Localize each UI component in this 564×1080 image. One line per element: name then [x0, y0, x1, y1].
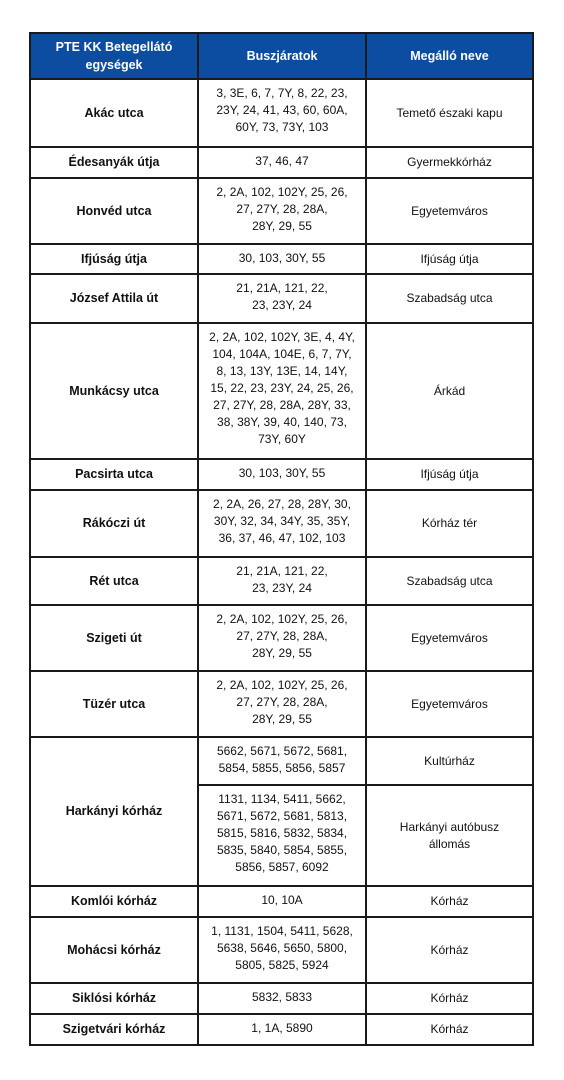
table-row: [30, 79, 533, 147]
table-row: [30, 178, 533, 244]
buses-cell: 2, 2A, 26, 27, 28, 28Y, 30, 30Y, 32, 34, 34Y, 35, 35Y, 36, 37, 46, 47, 102, 103: [198, 490, 366, 557]
table-row: [30, 917, 533, 983]
stop-cell: Árkád: [366, 323, 533, 459]
buses-cell: 5832, 5833: [198, 983, 366, 1014]
unit-cell: Honvéd utca: [30, 178, 198, 244]
unit-cell: Akác utca: [30, 79, 198, 147]
stop-cell: Egyetemváros: [366, 178, 533, 244]
bus-stops-table: [29, 32, 534, 1046]
stop-cell: Kórház: [366, 1014, 533, 1045]
unit-cell: Édesanyák útja: [30, 147, 198, 178]
buses-cell: 1, 1A, 5890: [198, 1014, 366, 1045]
unit-cell: Szigeti út: [30, 605, 198, 671]
unit-cell: Komlói kórház: [30, 886, 198, 917]
table-row: [30, 671, 533, 737]
buses-cell: 2, 2A, 102, 102Y, 25, 26, 27, 27Y, 28, 28A, 28Y, 29, 55: [198, 671, 366, 737]
buses-cell: 1, 1131, 1504, 5411, 5628, 5638, 5646, 5650, 5800, 5805, 5825, 5924: [198, 917, 366, 983]
buses-cell: 5662, 5671, 5672, 5681, 5854, 5855, 5856, 5857: [198, 737, 366, 785]
unit-cell: Mohácsi kórház: [30, 917, 198, 983]
stop-cell: Harkányi autóbusz állomás: [366, 785, 533, 886]
stop-cell: Ifjúság útja: [366, 459, 533, 490]
stop-cell: Temető északi kapu: [366, 79, 533, 147]
stop-cell: Gyermekkórház: [366, 147, 533, 178]
stop-cell: Kórház: [366, 886, 533, 917]
buses-cell: 30, 103, 30Y, 55: [198, 459, 366, 490]
table-row: [30, 459, 533, 490]
table-row: [30, 244, 533, 274]
table-row: [30, 323, 533, 459]
unit-cell: Pacsirta utca: [30, 459, 198, 490]
buses-cell: 10, 10A: [198, 886, 366, 917]
header-unit: PTE KK Betegellátó egységek: [30, 33, 198, 79]
header-stop: Megálló neve: [366, 33, 533, 79]
table-row: [30, 147, 533, 178]
stop-cell: Kultúrház: [366, 737, 533, 785]
table-row: [30, 490, 533, 557]
unit-cell: Szigetvári kórház: [30, 1014, 198, 1045]
buses-cell: 21, 21A, 121, 22, 23, 23Y, 24: [198, 274, 366, 323]
table-row: [30, 737, 533, 785]
stop-cell: Kórház: [366, 983, 533, 1014]
stop-cell: Szabadság utca: [366, 274, 533, 323]
stop-cell: Kórház tér: [366, 490, 533, 557]
table-row: [30, 886, 533, 917]
unit-cell: Munkácsy utca: [30, 323, 198, 459]
stop-cell: Ifjúság útja: [366, 244, 533, 274]
unit-cell: Rákóczi út: [30, 490, 198, 557]
unit-cell: Rét utca: [30, 557, 198, 605]
unit-cell: Tüzér utca: [30, 671, 198, 737]
unit-cell: Siklósi kórház: [30, 983, 198, 1014]
buses-cell: 2, 2A, 102, 102Y, 3E, 4, 4Y, 104, 104A, 104E, 6, 7, 7Y, 8, 13, 13Y, 13E, 14, 14Y, 15, 22, 23, 23Y, 24, 25, 26, 27, 27Y, 28, 28A, 28Y, 33, 38, 38Y, 39, 40, 140, 73, 73Y, 60Y: [198, 323, 366, 459]
table-row: [30, 557, 533, 605]
buses-cell: 21, 21A, 121, 22, 23, 23Y, 24: [198, 557, 366, 605]
buses-cell: 3, 3E, 6, 7, 7Y, 8, 22, 23, 23Y, 24, 41, 43, 60, 60A, 60Y, 73, 73Y, 103: [198, 79, 366, 147]
buses-cell: 37, 46, 47: [198, 147, 366, 178]
buses-cell: 30, 103, 30Y, 55: [198, 244, 366, 274]
stop-cell: Szabadság utca: [366, 557, 533, 605]
table-row: [30, 274, 533, 323]
unit-cell: Ifjúság útja: [30, 244, 198, 274]
stop-cell: Egyetemváros: [366, 671, 533, 737]
stop-cell: Egyetemváros: [366, 605, 533, 671]
buses-cell: 2, 2A, 102, 102Y, 25, 26, 27, 27Y, 28, 28A, 28Y, 29, 55: [198, 605, 366, 671]
table-row: [30, 1014, 533, 1045]
stop-cell: Kórház: [366, 917, 533, 983]
table-row: [30, 983, 533, 1014]
buses-cell: 1131, 1134, 5411, 5662, 5671, 5672, 5681, 5813, 5815, 5816, 5832, 5834, 5835, 5840, 5854, 5855, 5856, 5857, 6092: [198, 785, 366, 886]
table-row: [30, 605, 533, 671]
buses-cell: 2, 2A, 102, 102Y, 25, 26, 27, 27Y, 28, 28A, 28Y, 29, 55: [198, 178, 366, 244]
header-row: [30, 33, 533, 79]
unit-cell: József Attila út: [30, 274, 198, 323]
unit-cell: Harkányi kórház: [30, 737, 198, 886]
header-buses: Buszjáratok: [198, 33, 366, 79]
